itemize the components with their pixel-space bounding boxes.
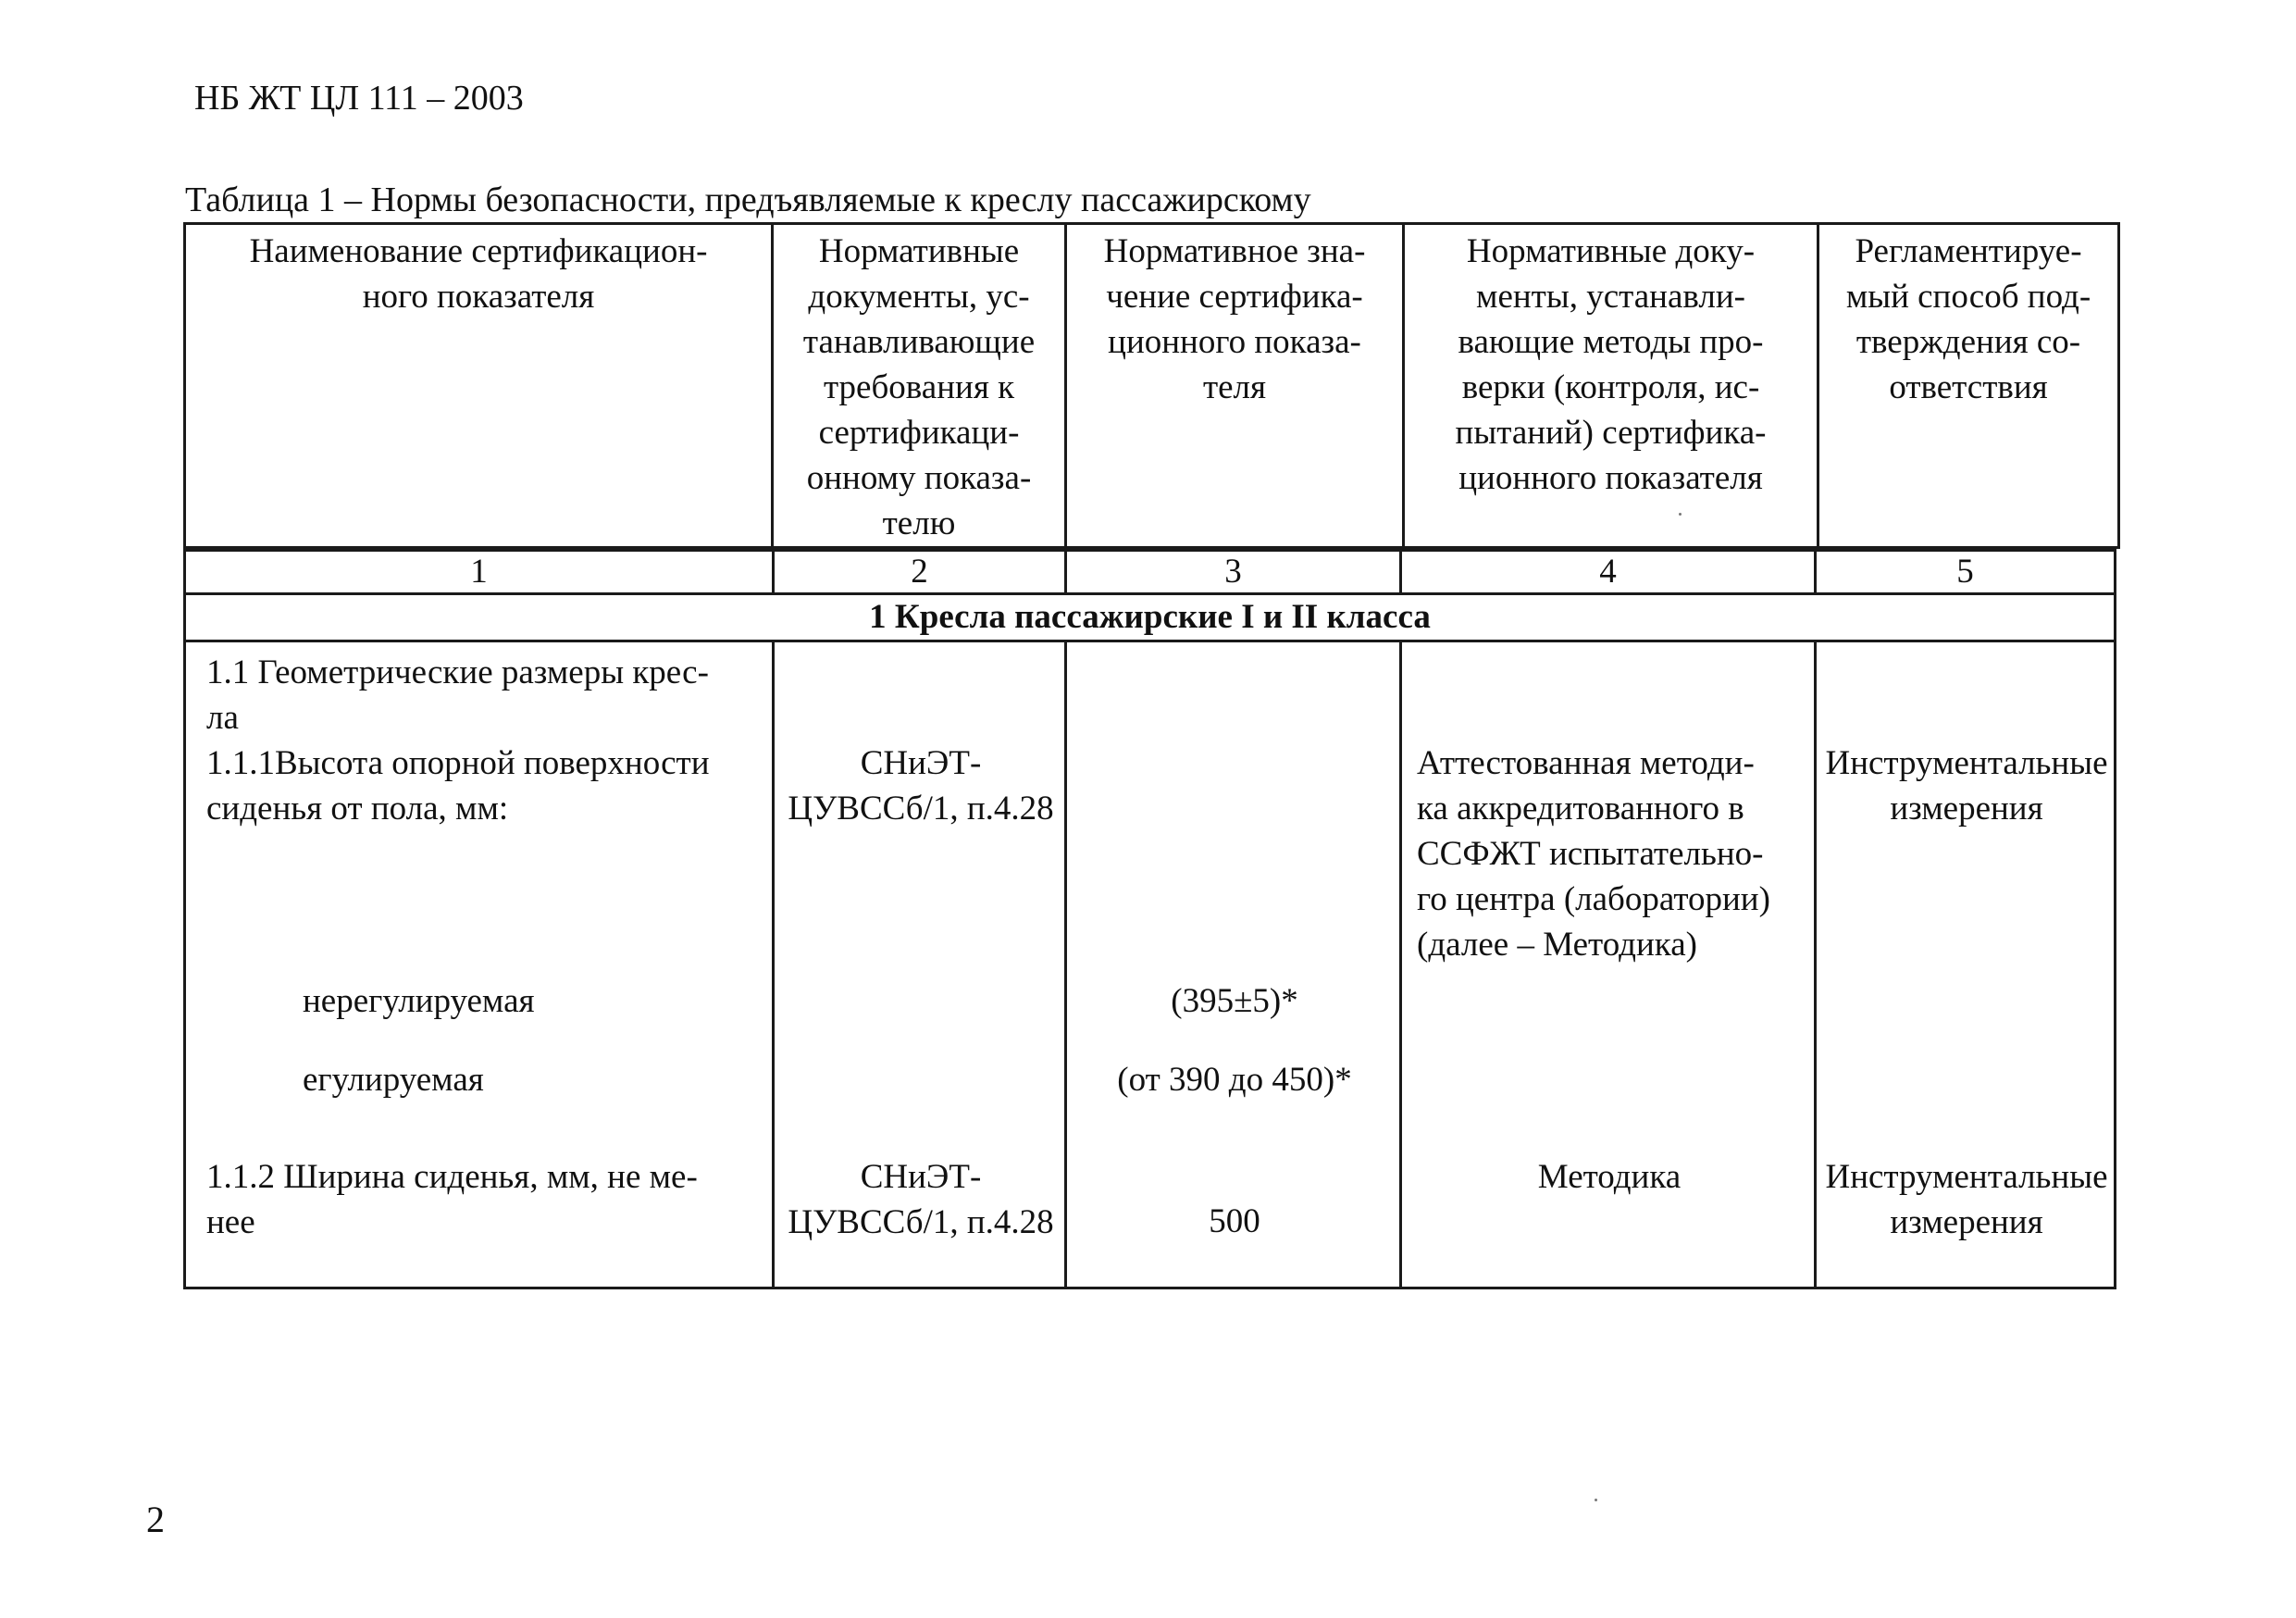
column-number: 5 [1816,551,2116,594]
cell-test-methods [1401,641,1816,1288]
text-line: 1.1 Геометрические размеры крес- [206,653,709,691]
text-line: ла [206,699,239,737]
text-line: пытаний) сертифика- [1455,414,1767,452]
text-line: Нормативные [818,232,1020,270]
header-col-1 [185,224,773,548]
text-line: мый способ под- [1845,278,2091,316]
table-caption: Таблица 1 – Нормы безопасности, предъявляемые к креслу пассажирскому [185,180,1311,219]
value-regulated: (от 390 до 450)* [1117,1061,1352,1099]
text-line: сертификаци- [818,414,1020,452]
header-text [1067,229,1402,410]
cell-standard-values [1066,641,1401,1288]
header-col-5 [1818,224,2119,548]
header-text [774,229,1064,546]
table-header [183,222,2120,549]
text-line: Инструментальные [1825,1158,2108,1196]
header-text [1405,229,1817,501]
text-line: онному показа- [806,459,1032,497]
section-row [185,594,2116,641]
item-1-1-2 [206,1154,762,1245]
text-line: Нормативное зна- [1103,232,1366,270]
text-line: тверждения со- [1855,323,2081,361]
cell-confirmation [1816,641,2116,1288]
text-line: нее [206,1203,255,1241]
standard-doc-1-1-2 [775,1154,1067,1245]
text-line: ционного показателя [1458,459,1763,497]
text-line: (далее – Методика) [1417,926,1697,964]
value-unregulated: (395±5)* [1171,982,1298,1020]
text-line: 1.1.2 Ширина сиденья, мм, не ме- [206,1158,698,1196]
text-line: ка аккредитованного в [1417,790,1744,828]
column-number: 1 [185,551,774,594]
text-line: ного показателя [362,278,595,316]
text-line: ЦУВССб/1, п.4.28 [788,790,1054,828]
text-line: документы, ус- [808,278,1030,316]
scan-speck [1595,1499,1597,1501]
text-line: Регламентируе- [1855,232,2082,270]
method-1-1-1 [1417,741,1806,967]
text-line: сиденья от пола, мм: [206,790,509,828]
column-number: 4 [1401,551,1816,594]
sub-item-unregulated: нерегулируемая [303,982,535,1020]
page-number: 2 [146,1499,165,1540]
scan-speck [1679,513,1682,516]
sub-item-regulated: егулируемая [303,1061,484,1099]
confirmation-1-1-1 [1817,741,2116,831]
text-line: 1.1.1Высота опорной поверхности [206,744,710,782]
text-line: чение сертифика- [1106,278,1363,316]
item-1-1 [206,650,762,741]
text-line: требования к [823,368,1015,406]
text-line: ЦУВССб/1, п.4.28 [788,1203,1054,1241]
text-line: Наименование сертификацион- [249,232,708,270]
text-line: ционного показа- [1108,323,1361,361]
text-line: вающие методы про- [1458,323,1764,361]
text-line: менты, устанавли- [1476,278,1745,316]
header-row [185,224,2119,548]
text-line: Нормативные доку- [1466,232,1756,270]
text-line: ответствия [1889,368,2048,406]
text-line: Аттестованная методи- [1417,744,1755,782]
text-line: верки (контроля, ис- [1461,368,1760,406]
text-line: теля [1202,368,1267,406]
table-row [185,641,2116,1288]
header-text [1819,229,2117,410]
cell-indicator [185,641,774,1288]
text-line: телю [882,504,956,542]
method-1-1-2: Методика [1537,1158,1682,1196]
text-line: измерения [1890,1203,2043,1241]
section-title: 1 Кресла пассажирские I и II класса [185,594,2116,641]
text-line: ССФЖТ испытательно- [1417,835,1764,873]
header-col-4 [1404,224,1818,548]
cell-standard-docs [774,641,1066,1288]
header-col-2 [773,224,1066,548]
header-col-3 [1066,224,1404,548]
text-line: СНиЭТ- [860,744,982,782]
column-number: 3 [1066,551,1401,594]
confirmation-1-1-2 [1817,1154,2116,1245]
header-text [186,229,771,319]
text-line: измерения [1890,790,2043,828]
text-line: танавливающие [802,323,1036,361]
document-code: НБ ЖТ ЦЛ 111 – 2003 [194,79,524,118]
column-number-row [185,551,2116,594]
item-1-1-1 [206,741,762,831]
standard-doc-1-1-1 [775,741,1067,831]
column-number: 2 [774,551,1066,594]
text-line: СНиЭТ- [860,1158,982,1196]
text-line: го центра (лаборатории) [1417,880,1770,918]
table-body [183,549,2116,1289]
value-width: 500 [1209,1202,1260,1240]
text-line: Инструментальные [1825,744,2108,782]
